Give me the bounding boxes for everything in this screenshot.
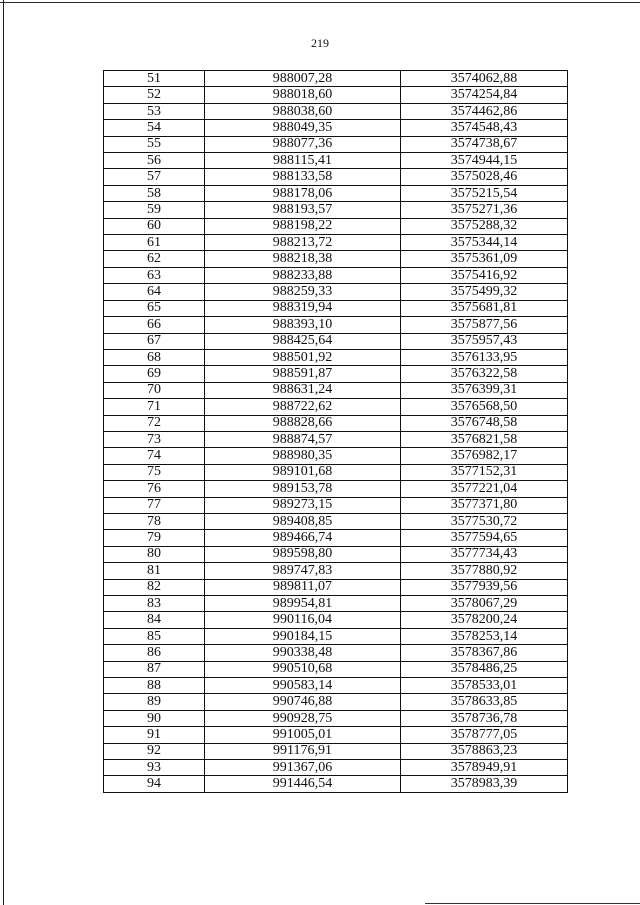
- y-coordinate-cell: 3578777,05: [401, 727, 568, 743]
- scan-edge-bottom: [425, 903, 640, 904]
- point-number-cell: 88: [104, 678, 205, 694]
- point-number-cell: 70: [104, 382, 205, 398]
- table-row: [104, 727, 568, 743]
- y-coordinate-cell: 3575215,54: [401, 185, 568, 201]
- table-row: [104, 694, 568, 710]
- table-row: [104, 513, 568, 529]
- x-coordinate-cell: 988233,88: [205, 267, 401, 283]
- x-coordinate-cell: 988193,57: [205, 202, 401, 218]
- table-row: [104, 399, 568, 415]
- x-coordinate-cell: 988198,22: [205, 218, 401, 234]
- point-number-cell: 60: [104, 218, 205, 234]
- y-coordinate-cell: 3575288,32: [401, 218, 568, 234]
- table-row: [104, 743, 568, 759]
- point-number-cell: 81: [104, 563, 205, 579]
- table-row: [104, 300, 568, 316]
- point-number-cell: 75: [104, 464, 205, 480]
- y-coordinate-cell: 3574738,67: [401, 136, 568, 152]
- table-row: [104, 579, 568, 595]
- point-number-cell: 93: [104, 760, 205, 776]
- scan-edge-left: [3, 0, 4, 905]
- x-coordinate-cell: 989153,78: [205, 481, 401, 497]
- x-coordinate-cell: 990116,04: [205, 612, 401, 628]
- x-coordinate-cell: 990746,88: [205, 694, 401, 710]
- x-coordinate-cell: 988591,87: [205, 366, 401, 382]
- table-row: [104, 103, 568, 119]
- x-coordinate-cell: 988133,58: [205, 169, 401, 185]
- x-coordinate-cell: 988425,64: [205, 333, 401, 349]
- y-coordinate-cell: 3578367,86: [401, 645, 568, 661]
- point-number-cell: 56: [104, 153, 205, 169]
- x-coordinate-cell: 988501,92: [205, 349, 401, 365]
- x-coordinate-cell: 990928,75: [205, 710, 401, 726]
- point-number-cell: 59: [104, 202, 205, 218]
- x-coordinate-cell: 988049,35: [205, 120, 401, 136]
- point-number-cell: 57: [104, 169, 205, 185]
- x-coordinate-cell: 989273,15: [205, 497, 401, 513]
- x-coordinate-cell: 991367,06: [205, 760, 401, 776]
- point-number-cell: 67: [104, 333, 205, 349]
- point-number-cell: 69: [104, 366, 205, 382]
- x-coordinate-cell: 988631,24: [205, 382, 401, 398]
- x-coordinate-cell: 988213,72: [205, 235, 401, 251]
- table-row: [104, 202, 568, 218]
- table-row: [104, 333, 568, 349]
- table-row: [104, 645, 568, 661]
- point-number-cell: 72: [104, 415, 205, 431]
- x-coordinate-cell: 988259,33: [205, 284, 401, 300]
- y-coordinate-cell: 3578949,91: [401, 760, 568, 776]
- y-coordinate-cell: 3578533,01: [401, 678, 568, 694]
- x-coordinate-cell: 989408,85: [205, 513, 401, 529]
- point-number-cell: 71: [104, 399, 205, 415]
- table-row: [104, 612, 568, 628]
- table-row: [104, 415, 568, 431]
- table-row: [104, 251, 568, 267]
- x-coordinate-cell: 988980,35: [205, 448, 401, 464]
- table-row: [104, 185, 568, 201]
- point-number-cell: 94: [104, 776, 205, 792]
- table-row: [104, 464, 568, 480]
- table-row: [104, 235, 568, 251]
- y-coordinate-cell: 3577530,72: [401, 513, 568, 529]
- coordinates-table: [103, 70, 568, 793]
- x-coordinate-cell: 991176,91: [205, 743, 401, 759]
- scan-edge-top: [0, 2, 640, 3]
- table-row: [104, 760, 568, 776]
- y-coordinate-cell: 3575361,09: [401, 251, 568, 267]
- table-row: [104, 87, 568, 103]
- table-row: [104, 431, 568, 447]
- table-row: [104, 596, 568, 612]
- table-row: [104, 497, 568, 513]
- x-coordinate-cell: 990184,15: [205, 628, 401, 644]
- x-coordinate-cell: 988115,41: [205, 153, 401, 169]
- y-coordinate-cell: 3575877,56: [401, 317, 568, 333]
- table-row: [104, 678, 568, 694]
- coordinates-table-body: [104, 71, 568, 793]
- y-coordinate-cell: 3578200,24: [401, 612, 568, 628]
- point-number-cell: 52: [104, 87, 205, 103]
- point-number-cell: 63: [104, 267, 205, 283]
- table-row: [104, 136, 568, 152]
- point-number-cell: 66: [104, 317, 205, 333]
- y-coordinate-cell: 3578633,85: [401, 694, 568, 710]
- table-row: [104, 349, 568, 365]
- y-coordinate-cell: 3574548,43: [401, 120, 568, 136]
- point-number-cell: 89: [104, 694, 205, 710]
- table-row: [104, 628, 568, 644]
- y-coordinate-cell: 3575344,14: [401, 235, 568, 251]
- table-row: [104, 448, 568, 464]
- x-coordinate-cell: 989811,07: [205, 579, 401, 595]
- x-coordinate-cell: 988393,10: [205, 317, 401, 333]
- x-coordinate-cell: 990583,14: [205, 678, 401, 694]
- x-coordinate-cell: 990510,68: [205, 661, 401, 677]
- y-coordinate-cell: 3577152,31: [401, 464, 568, 480]
- x-coordinate-cell: 991446,54: [205, 776, 401, 792]
- point-number-cell: 62: [104, 251, 205, 267]
- y-coordinate-cell: 3577939,56: [401, 579, 568, 595]
- y-coordinate-cell: 3574462,86: [401, 103, 568, 119]
- x-coordinate-cell: 989954,81: [205, 596, 401, 612]
- point-number-cell: 90: [104, 710, 205, 726]
- point-number-cell: 74: [104, 448, 205, 464]
- y-coordinate-cell: 3574062,88: [401, 71, 568, 87]
- x-coordinate-cell: 988007,28: [205, 71, 401, 87]
- point-number-cell: 80: [104, 546, 205, 562]
- y-coordinate-cell: 3576133,95: [401, 349, 568, 365]
- table-row: [104, 153, 568, 169]
- point-number-cell: 58: [104, 185, 205, 201]
- y-coordinate-cell: 3576399,31: [401, 382, 568, 398]
- table-row: [104, 120, 568, 136]
- y-coordinate-cell: 3576821,58: [401, 431, 568, 447]
- y-coordinate-cell: 3574944,15: [401, 153, 568, 169]
- x-coordinate-cell: 988077,36: [205, 136, 401, 152]
- table-row: [104, 267, 568, 283]
- x-coordinate-cell: 989466,74: [205, 530, 401, 546]
- table-row: [104, 776, 568, 792]
- point-number-cell: 65: [104, 300, 205, 316]
- y-coordinate-cell: 3576748,58: [401, 415, 568, 431]
- point-number-cell: 76: [104, 481, 205, 497]
- y-coordinate-cell: 3575416,92: [401, 267, 568, 283]
- y-coordinate-cell: 3575028,46: [401, 169, 568, 185]
- x-coordinate-cell: 989101,68: [205, 464, 401, 480]
- y-coordinate-cell: 3575957,43: [401, 333, 568, 349]
- table-row: [104, 546, 568, 562]
- table-row: [104, 71, 568, 87]
- y-coordinate-cell: 3575271,36: [401, 202, 568, 218]
- table-row: [104, 169, 568, 185]
- y-coordinate-cell: 3576568,50: [401, 399, 568, 415]
- point-number-cell: 77: [104, 497, 205, 513]
- point-number-cell: 64: [104, 284, 205, 300]
- y-coordinate-cell: 3578863,23: [401, 743, 568, 759]
- y-coordinate-cell: 3576982,17: [401, 448, 568, 464]
- point-number-cell: 55: [104, 136, 205, 152]
- y-coordinate-cell: 3574254,84: [401, 87, 568, 103]
- y-coordinate-cell: 3576322,58: [401, 366, 568, 382]
- y-coordinate-cell: 3578067,29: [401, 596, 568, 612]
- table-row: [104, 563, 568, 579]
- point-number-cell: 85: [104, 628, 205, 644]
- point-number-cell: 92: [104, 743, 205, 759]
- x-coordinate-cell: 988319,94: [205, 300, 401, 316]
- table-row: [104, 481, 568, 497]
- x-coordinate-cell: 988828,66: [205, 415, 401, 431]
- point-number-cell: 53: [104, 103, 205, 119]
- y-coordinate-cell: 3577734,43: [401, 546, 568, 562]
- point-number-cell: 83: [104, 596, 205, 612]
- table-row: [104, 366, 568, 382]
- table-row: [104, 317, 568, 333]
- y-coordinate-cell: 3577880,92: [401, 563, 568, 579]
- y-coordinate-cell: 3575681,81: [401, 300, 568, 316]
- point-number-cell: 79: [104, 530, 205, 546]
- table-row: [104, 661, 568, 677]
- y-coordinate-cell: 3577594,65: [401, 530, 568, 546]
- point-number-cell: 82: [104, 579, 205, 595]
- x-coordinate-cell: 988018,60: [205, 87, 401, 103]
- point-number-cell: 61: [104, 235, 205, 251]
- table-row: [104, 382, 568, 398]
- x-coordinate-cell: 988218,38: [205, 251, 401, 267]
- point-number-cell: 54: [104, 120, 205, 136]
- page-number: 219: [311, 36, 329, 50]
- table-row: [104, 218, 568, 234]
- y-coordinate-cell: 3578736,78: [401, 710, 568, 726]
- table-row: [104, 710, 568, 726]
- y-coordinate-cell: 3577221,04: [401, 481, 568, 497]
- x-coordinate-cell: 990338,48: [205, 645, 401, 661]
- y-coordinate-cell: 3578486,25: [401, 661, 568, 677]
- x-coordinate-cell: 988178,06: [205, 185, 401, 201]
- x-coordinate-cell: 989598,80: [205, 546, 401, 562]
- point-number-cell: 73: [104, 431, 205, 447]
- point-number-cell: 51: [104, 71, 205, 87]
- point-number-cell: 91: [104, 727, 205, 743]
- y-coordinate-cell: 3578253,14: [401, 628, 568, 644]
- y-coordinate-cell: 3577371,80: [401, 497, 568, 513]
- x-coordinate-cell: 991005,01: [205, 727, 401, 743]
- table-row: [104, 284, 568, 300]
- point-number-cell: 68: [104, 349, 205, 365]
- point-number-cell: 87: [104, 661, 205, 677]
- x-coordinate-cell: 989747,83: [205, 563, 401, 579]
- point-number-cell: 86: [104, 645, 205, 661]
- y-coordinate-cell: 3575499,32: [401, 284, 568, 300]
- x-coordinate-cell: 988722,62: [205, 399, 401, 415]
- x-coordinate-cell: 988874,57: [205, 431, 401, 447]
- y-coordinate-cell: 3578983,39: [401, 776, 568, 792]
- table-row: [104, 530, 568, 546]
- point-number-cell: 78: [104, 513, 205, 529]
- point-number-cell: 84: [104, 612, 205, 628]
- x-coordinate-cell: 988038,60: [205, 103, 401, 119]
